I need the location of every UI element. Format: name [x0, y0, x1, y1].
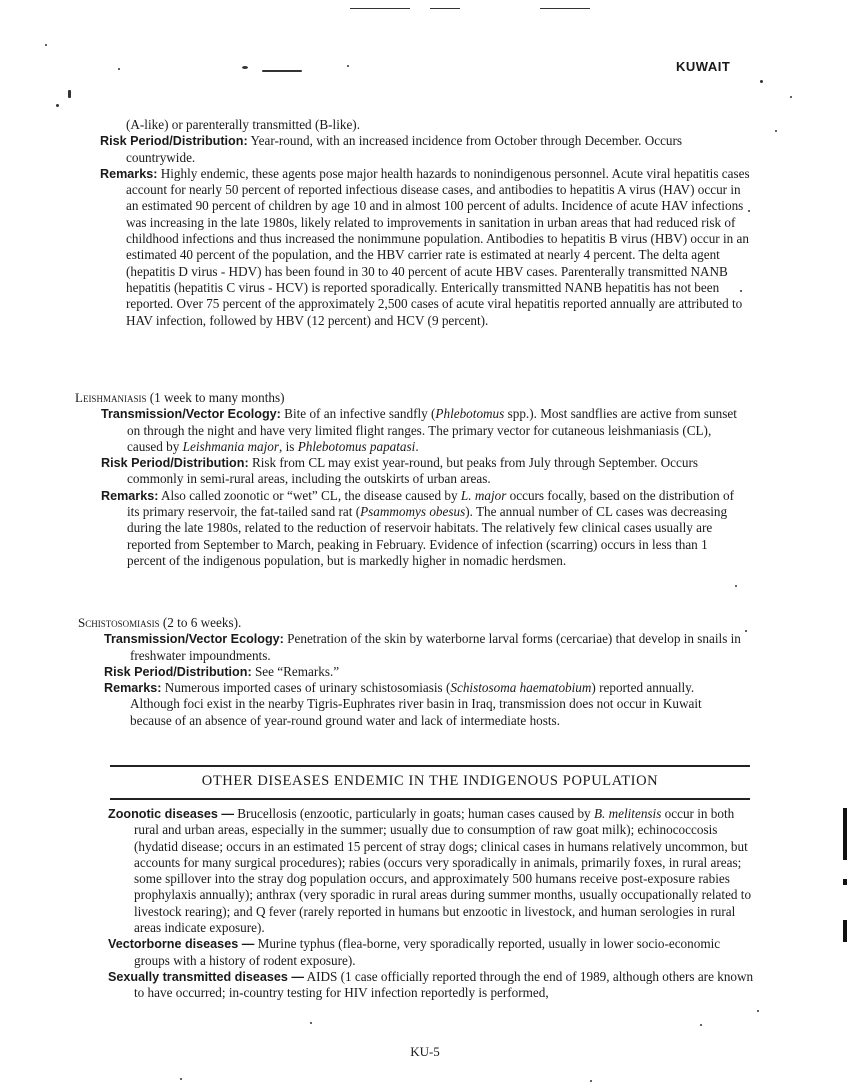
- continued-line: (A-like) or parenterally transmitted (B-like).: [126, 117, 360, 132]
- scan-edge-mark: [843, 808, 847, 860]
- scan-speck: [56, 104, 59, 107]
- schistosomiasis-section: [78, 615, 743, 729]
- species-name: L. major: [460, 487, 507, 503]
- schistosomiasis-transmission-paragraph: [78, 631, 743, 664]
- scan-speck: [347, 65, 349, 67]
- vectorborne-label: Vectorborne diseases —: [108, 937, 255, 952]
- text-run: ). The annual number of CL cases was decreasing during the late 1980s, related to the reduction of reservoir habitats. The relatively few clinical cases usually are reported from September to March, peaking in February. Evidence of infection (scarring) occurs in less than 1 percent of the indigenous population, but is markedly higher in nomadic herdsmen.: [127, 504, 728, 568]
- scan-edge-mark: [843, 920, 847, 942]
- remarks-label: Remarks:: [100, 166, 158, 181]
- scan-dash: [430, 8, 460, 9]
- scan-speck: [45, 44, 47, 46]
- transmission-text: Penetration of the skin by waterborne larval forms (cercariae) that develop in snails in freshwater impoundments.: [130, 631, 741, 663]
- section-title: Schistosomiasis: [78, 615, 160, 630]
- text-run: ) reported annually. Although foci exist in the nearby Tigris-Euphrates river basin in Iraq, transmission does not occur in Kuwait because of an absence of year-round ground water and lack of intermediate hosts.: [130, 680, 702, 728]
- section-duration: (1 week to many months): [149, 390, 285, 405]
- scan-speck: [748, 210, 750, 212]
- species-name: Phlebotomus papatasi: [297, 438, 416, 454]
- scan-edge-mark: [843, 879, 847, 885]
- scan-speck: [790, 96, 792, 98]
- scan-speck: [700, 1024, 702, 1026]
- text-run: Bite of an infective sandfly (: [284, 406, 436, 422]
- remarks-text: Highly endemic, these agents pose major health hazards to nonindigenous personnel. Acute viral hepatitis cases account for nearly 50 percent of reported infectious disease cases, and antibodies to hepatitis A virus (HAV) occur in an estimated 90 percent of children by age 10 and in almost 100 percent of adults. Incidence of acute HAV infections was increasing in the late 1980s, likely related to improvements in sanitation in urban areas that had reduced risk of childhood infections and thus increased the nonimmune population. Antibodies to hepatitis B virus (HBV) occur in an estimated 40 percent of the population, and the HBV carrier rate is estimated at nearly 4 percent. The delta agent (hepatitis D virus - HDV) has been found in 30 to 40 percent of acute HBV cases. Parenterally transmitted NANB hepatitis (hepatitis C virus - HCV) is reported sporadically. Enterically transmitted NANB hepatitis has not been reported. Over 75 percent of the approximately 2,500 cases of acute viral hepatitis reported annually are attributed to HAV infection, followed by HBV (12 percent) and HCV (9 percent).: [126, 165, 750, 328]
- hepatitis-risk-paragraph: [100, 133, 750, 166]
- scan-smudge: [262, 70, 302, 72]
- scan-speck: [757, 1010, 759, 1012]
- scan-speck: [310, 1022, 312, 1024]
- leishmaniasis-risk-paragraph: [75, 455, 745, 488]
- remarks-label: Remarks:: [104, 681, 162, 696]
- species-name: B. melitensis: [593, 806, 662, 821]
- scan-speck: [745, 630, 747, 632]
- genus-name: Phlebotomus: [435, 406, 505, 422]
- leishmaniasis-transmission-paragraph: [75, 406, 745, 455]
- text-run: Brucellosis (enzootic, particularly in goats; human cases caused by: [237, 806, 594, 821]
- risk-label: Risk Period/Distribution:: [104, 664, 252, 679]
- text-run: occur in both rural and urban areas, especially in the summer; usually due to consumption of raw goat milk); echinococcosis (hydatid disease; occurs in an estimated 15 percent of stray dogs; clinical cases in humans relatively uncommon, but accounts for many surgical procedures); rabies (occurs very sporadically in animals, primarily foxes, in rural areas; some spillover into the stray dog population occurs, and approximately 500 humans receive post-exposure rabies prophylaxis annually); anthrax (very sporadic in rural areas during summer months, usually occupationally related to livestock rearing); and Q fever (rarely reported in humans but enzootic in livestock, and human serologies in rural areas indicate exposure).: [134, 806, 752, 936]
- scan-dash: [540, 8, 590, 9]
- section-title: Leishmaniasis: [75, 390, 147, 405]
- species-name: Leishmania major: [182, 438, 280, 454]
- text-run: Numerous imported cases of urinary schistosomiasis (: [164, 680, 451, 696]
- risk-label: Risk Period/Distribution:: [100, 134, 248, 149]
- remarks-label: Remarks:: [101, 488, 159, 503]
- sexually-transmitted-paragraph: [108, 969, 758, 1002]
- scan-speck: [118, 68, 120, 70]
- schistosomiasis-remarks-paragraph: [78, 680, 743, 729]
- scan-speck: [775, 130, 777, 132]
- other-diseases-title: OTHER DISEASES ENDEMIC IN THE INDIGENOUS POPULATION: [110, 765, 750, 800]
- scan-speck: [590, 1080, 592, 1082]
- risk-text: Risk from CL may exist year-round, but peaks from July through September. Occurs commonly in semi-rural areas, including the outskirts of urban areas.: [127, 455, 699, 487]
- scan-speck: [760, 80, 763, 83]
- text-run: occurs focally, based on the distribution of its primary reservoir, the fat-tailed sand rat (: [127, 487, 735, 520]
- scan-speck: [180, 1078, 182, 1080]
- risk-text: Year-round, with an increased incidence from October through December. Occurs countrywide.: [126, 133, 683, 165]
- scan-speck: [735, 585, 737, 587]
- other-diseases-section: [108, 806, 758, 1002]
- sexually-transmitted-text: AIDS (1 case officially reported through the end of 1989, although others are known to have occurred; in-country testing for HIV infection reportedly is performed,: [134, 968, 754, 1001]
- leishmaniasis-heading: [75, 390, 745, 406]
- page-number: KU-5: [410, 1044, 440, 1059]
- scan-dash: [350, 8, 410, 9]
- leishmaniasis-section: [75, 390, 745, 569]
- species-name: Schistosoma haematobium: [450, 680, 592, 696]
- scan-speck: [242, 66, 248, 69]
- transmission-label: Transmission/Vector Ecology:: [101, 407, 281, 422]
- text-run: Also called zoonotic or “wet” CL, the disease caused by: [160, 487, 461, 503]
- hepatitis-continued-section: [100, 117, 750, 329]
- zoonotic-label: Zoonotic diseases —: [108, 807, 234, 821]
- vectorborne-paragraph: [108, 936, 758, 969]
- species-name: Psammomys obesus: [360, 504, 466, 520]
- leishmaniasis-remarks-paragraph: [75, 488, 745, 569]
- vectorborne-text: Murine typhus (flea-borne, very sporadically reported, usually in lower socio-economic groups with a history of rodent exposure).: [134, 936, 721, 968]
- running-header-country: KUWAIT: [676, 59, 731, 74]
- text-run: .: [415, 438, 419, 454]
- text-run: spp.). Most sandflies are active from sunset on through the night and have very limited flight ranges. The primary vector for cutaneous leishmaniasis (CL), caused by: [127, 406, 737, 454]
- sexually-transmitted-label: Sexually transmitted diseases —: [108, 969, 304, 984]
- text-run: , is: [279, 438, 298, 454]
- zoonotic-paragraph: [108, 806, 758, 936]
- schistosomiasis-heading: [78, 615, 743, 631]
- schistosomiasis-risk-paragraph: [78, 664, 743, 680]
- risk-text: See “Remarks.”: [254, 663, 340, 679]
- hepatitis-remarks-paragraph: [100, 166, 750, 329]
- transmission-label: Transmission/Vector Ecology:: [104, 632, 284, 647]
- scan-speck: [740, 290, 742, 292]
- section-duration: (2 to 6 weeks).: [162, 615, 242, 630]
- risk-label: Risk Period/Distribution:: [101, 456, 249, 471]
- scan-speck: [68, 90, 71, 98]
